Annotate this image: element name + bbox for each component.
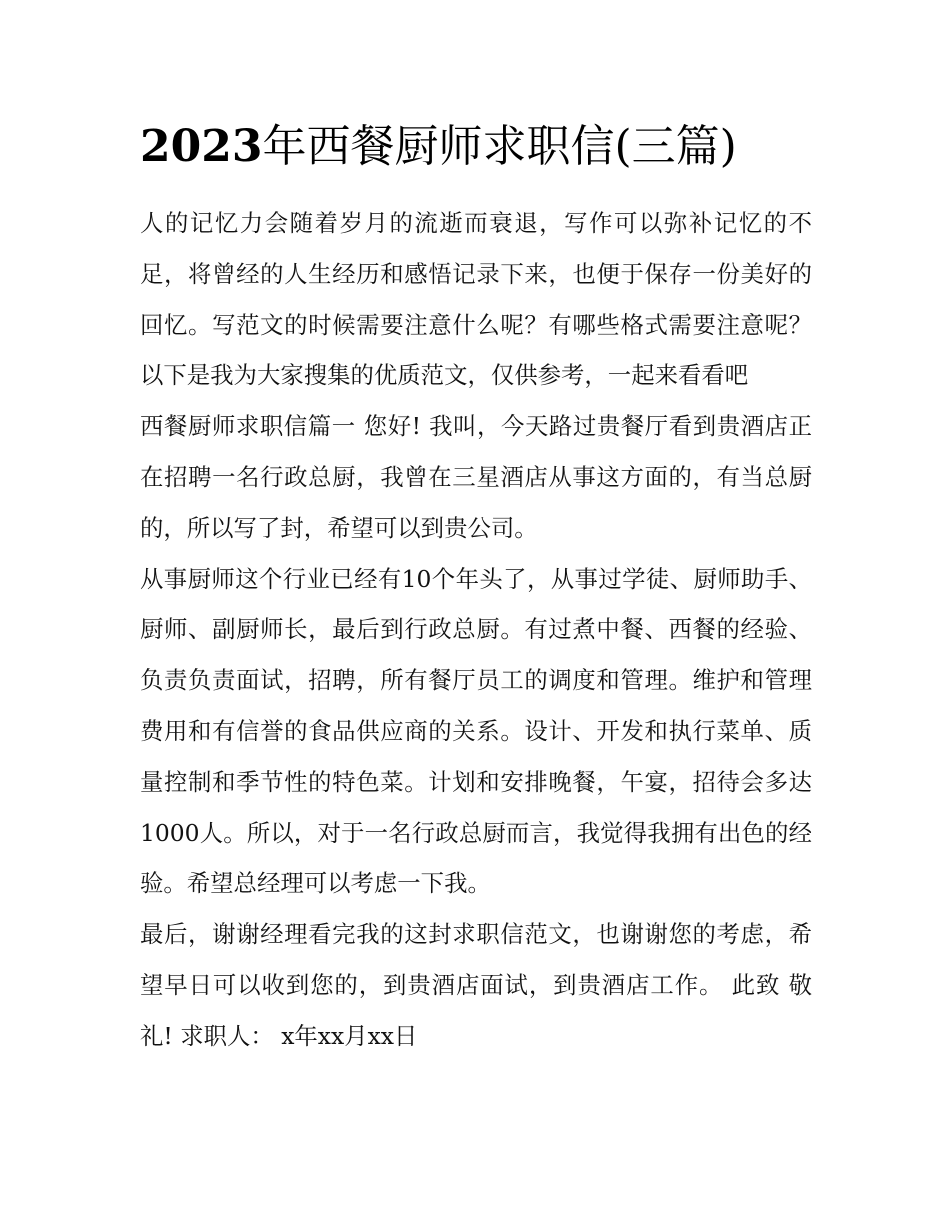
page-title <box>140 117 820 177</box>
paragraph-closing: 最后，谢谢经理看完我的这封求职信范文，也谢谢您的考虑，希望早日可以收到您的，到贵酒店面试，到贵酒店工作。 此致 敬礼! 求职人： x年xx月xx日 <box>140 920 812 1050</box>
paragraph-greeting: 西餐厨师求职信篇一 您好! 我叫，今天路过贵餐厅看到贵酒店正在招聘一名行政总厨，我曾在三星酒店从事这方面的，有当总厨的，所以写了封，希望可以到贵公司。 <box>140 412 812 542</box>
title-year: 2023 <box>140 121 263 172</box>
title-text: 年西餐厨师求职信(三篇) <box>262 121 737 172</box>
document-body <box>140 198 812 1062</box>
paragraph-experience: 从事厨师这个行业已经有10个年头了，从事过学徒、厨师助手、厨师、副厨师长，最后到行政总厨。有过煮中餐、西餐的经验、负责负责面试，招聘，所有餐厅员工的调度和管理。维护和管理费用和有信誉的食品供应商的关系。设计、开发和执行菜单、质量控制和季节性的特色菜。计划和安排晚餐，午宴，招待会多达1000人。所以，对于一名行政总厨而言，我觉得我拥有出色的经验。希望总经理可以考虑一下我。 <box>140 564 812 898</box>
paragraph-intro: 人的记忆力会随着岁月的流逝而衰退，写作可以弥补记忆的不足，将曾经的人生经历和感悟记录下来，也便于保存一份美好的回忆。写范文的时候需要注意什么呢？有哪些格式需要注意呢？以下是我为大家搜集的优质范文，仅供参考，一起来看看吧 <box>140 209 812 390</box>
